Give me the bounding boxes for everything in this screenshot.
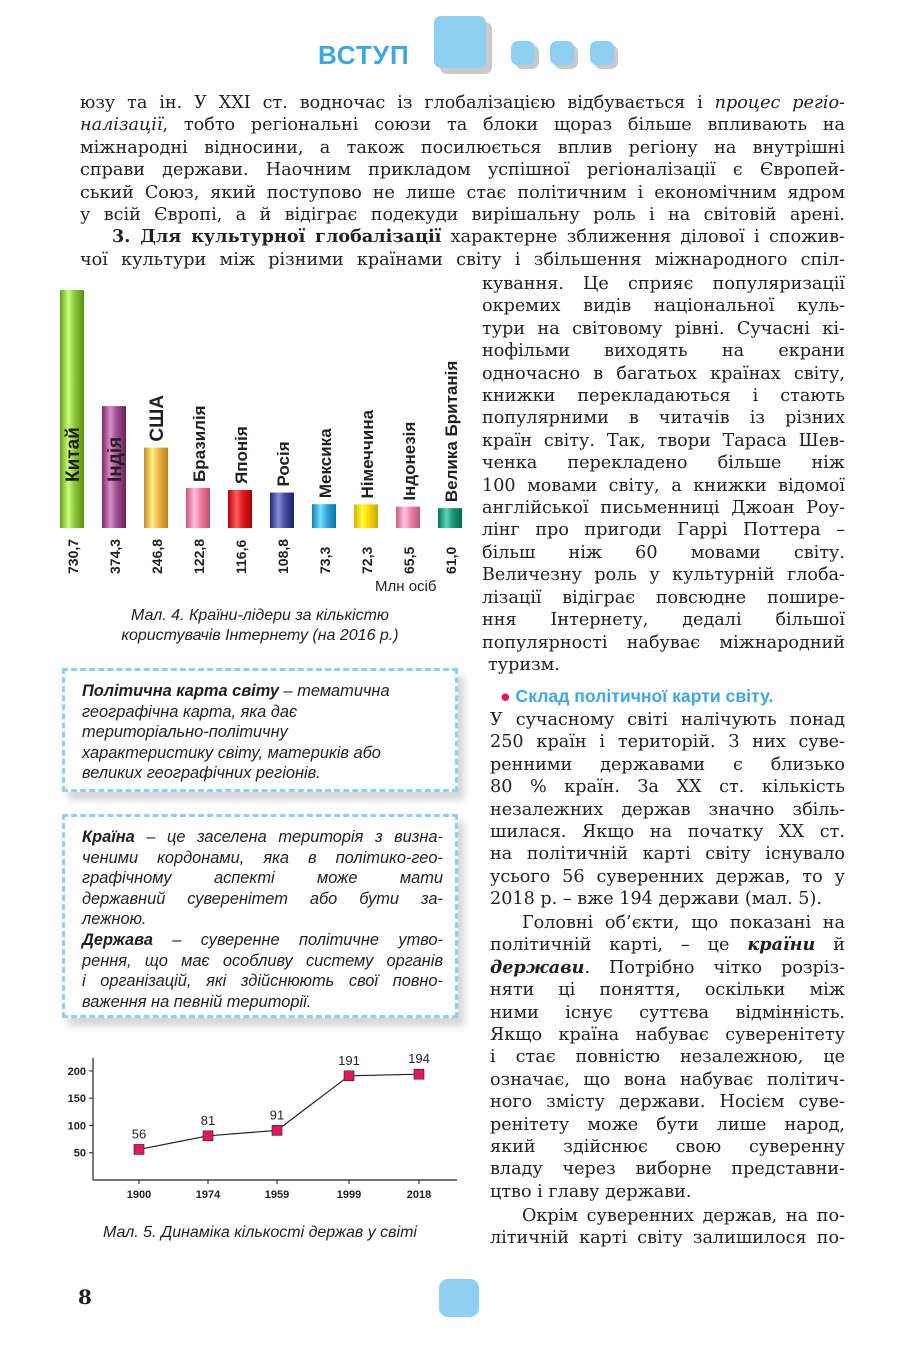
bar-label: Індія — [105, 436, 126, 482]
text-line: Окрім суверенних держав, на по- — [522, 1206, 845, 1226]
bullet-icon: ● — [500, 686, 511, 706]
text-line: на політичній карті світу існувало — [490, 844, 845, 865]
bar-label: Індонезія — [400, 421, 419, 501]
figure-4-caption: Мал. 4. Країни-лідери за кількістю користувачів Інтернету (на 2016 р.) — [121, 607, 399, 644]
text-line: владу через виборне представни- — [490, 1159, 845, 1180]
text-line: більш ніж 60 мовами світу. — [482, 542, 845, 563]
x-tick-label: 2018 — [406, 1189, 432, 1201]
text-line: книжки перекладаються і стають — [482, 386, 845, 407]
text-line: окремих видів національної куль- — [482, 296, 845, 317]
header-square — [550, 41, 574, 65]
text-line: лізації відіграє повсюдне пошире- — [482, 587, 845, 608]
text-line: ними існує суттєва відмінність. — [490, 1002, 845, 1023]
page-number: 8 — [78, 1285, 92, 1309]
bar-value-label: 65,5 — [401, 546, 417, 574]
body-text-political-map — [490, 709, 845, 911]
bar-value-label: 73,3 — [317, 546, 333, 574]
data-value-label: 191 — [338, 1052, 360, 1068]
figure-5-caption: Мал. 5. Динаміка кількості держав у світі — [103, 1224, 417, 1241]
header-square — [590, 41, 614, 65]
text-line: лінг про пригоди Гаррі Поттера – — [482, 520, 845, 541]
definition-box-political-map: Політична карта світу – тематична географічна карта, яка дає територіально-політичну характеристику світу, материків або великих географічних регіонів. — [62, 668, 458, 792]
y-tick-label: 150 — [67, 1093, 86, 1106]
text-line: няти ці поняття, оскільки між — [490, 980, 845, 1001]
bar-value-label: 730,7 — [65, 538, 81, 574]
text-line: тури на світовому рівні. Сучасні кі- — [482, 318, 845, 339]
data-point — [414, 1069, 424, 1079]
bar-label: Велика Британія — [442, 360, 461, 503]
bar-value-label: 246,8 — [149, 538, 165, 574]
text-line: ного змісту держави. Носієм суве- — [490, 1092, 845, 1113]
text-line: країн світу. Так, твори Тараса Шев- — [482, 430, 845, 451]
text-line: Величезну роль у культурній глоба- — [482, 565, 845, 586]
body-text-culture — [482, 273, 845, 676]
bar-label: Німеччина — [358, 409, 377, 499]
bar-label: США — [147, 395, 168, 442]
bar-label: Японія — [232, 426, 251, 485]
y-tick-label: 200 — [67, 1065, 86, 1078]
term-political-map: Політична карта світу — [82, 682, 279, 700]
body-text-top: юзу та ін. У XXI ст. водночас із глобалізацією відбувається і процес регіо- налізації, тобто регіональні союзи та блоки щораз більше впливають на міжнародні відносини, а також посилюється вплив регіону на внутрішні справи держави. Наочним прикладом успішної регіоналізації є Європей- ський Союз, який поступово не лише стає політичним і економічним ядром у всій Європі, а й відіграє подекуди вирішальну роль і на світовій арені. 3. Для культурної глобалізації характерне зближення ділової і спожив- чої культури між різними країнами світу і збільшення міжнародного спіл- — [80, 93, 845, 270]
data-value-label: 194 — [408, 1051, 430, 1067]
data-value-label: 81 — [200, 1112, 216, 1128]
definition-box-country-state: Країна – це заселена територія з визна- ченими кордонами, яка в політико-гео- графічному аспекті може мати державний суверенітет або бути за- лежною. Держава – суверенне політичне утво- рення, що має особливу систему органів і організацій, які здійснюють свої повно- важення на певній території. — [62, 814, 458, 1018]
header-square-large — [434, 16, 486, 68]
bar-Німеччина — [354, 504, 378, 528]
x-tick-label: 1974 — [195, 1189, 221, 1201]
text-line: нофільми виходять на екрани — [482, 341, 845, 362]
bar-Мексика — [312, 504, 336, 528]
text-line: 80 % країн. За XX ст. кількість — [490, 777, 845, 798]
data-point — [344, 1071, 354, 1081]
text-line: 2018 р. – вже 194 держави (мал. 5). — [490, 889, 822, 910]
internet-users-bar-chart — [55, 285, 465, 600]
bar-value-label: 61,0 — [443, 546, 459, 574]
x-tick-label: 1999 — [336, 1189, 362, 1201]
text-line: шилася. Якщо на початку XX ст. — [490, 822, 845, 843]
text-line: ченка перекладено більше ніж — [482, 453, 845, 474]
text-line: туризм. — [488, 654, 560, 675]
data-value-label: 91 — [269, 1107, 285, 1123]
bar-Велика Британія — [438, 508, 462, 528]
text-line: ренними державами є близько — [490, 754, 845, 775]
data-point — [203, 1131, 213, 1141]
bar-value-label: 108,8 — [275, 538, 291, 574]
text-line: літичній карті світу залишилося по- — [490, 1228, 845, 1249]
text-line: англійської письменниці Джоан Роу- — [482, 498, 845, 519]
unit-label: Млн осіб — [375, 578, 437, 595]
bar-label: Бразилія — [189, 405, 209, 483]
text-line: популярності набуває міжнародний — [482, 632, 845, 653]
y-tick-label: 50 — [73, 1147, 86, 1160]
bar-Японія — [228, 490, 252, 528]
term-state: Держава — [82, 930, 153, 949]
x-tick-label: 1900 — [126, 1189, 152, 1201]
text-line: означає, що вона набуває політич- — [490, 1069, 845, 1090]
bar-Бразилія — [186, 488, 210, 528]
bar-label: Китай — [63, 427, 84, 482]
data-point — [134, 1144, 144, 1154]
bar-Китай — [60, 290, 84, 528]
text-line: Якщо країна набуває суверенітету — [490, 1025, 845, 1046]
section-title: ВСТУП — [318, 40, 410, 70]
bar-label: Росія — [274, 441, 293, 487]
text-line: 100 мовами світу, а книжки відомої — [482, 475, 845, 496]
x-tick-label: 1959 — [264, 1189, 290, 1201]
text-line: ренітету може бути лише народ, — [490, 1114, 845, 1135]
bar-label: Мексика — [316, 428, 335, 499]
data-point — [272, 1125, 282, 1135]
text-line: який здійснює свою суверенну — [490, 1137, 845, 1158]
text-line: і стає повністю незалежною, це — [490, 1047, 845, 1068]
bar-Росія — [270, 493, 294, 528]
term-country: Країна — [82, 828, 135, 846]
text-line: одночасно в багатьох країнах світу, — [482, 363, 845, 384]
text-line: У сучасному світі налічують понад — [490, 710, 845, 730]
states-count-line-chart — [55, 1050, 465, 1210]
text-line: популярними в читачів із різних — [482, 408, 845, 429]
bar-value-label: 116,6 — [233, 539, 249, 574]
text-line: ння Інтернету, дедалі більшої — [482, 610, 845, 631]
section-heading: ● Склад політичної карти світу. — [500, 686, 774, 706]
body-text-country-state: Головні об’єкти, що показані на політичній карті, – це країни й держави. Потрібно чітко розріз- няти ці поняття, оскільки між ними існує суттєва відмінність. Якщо країна набуває суверенітету і стає повністю незалежною, це означає, що вона набуває політич- ного змісту держави. Носієм суве- ренітету може бути лише народ, який здійснює свою суверенну владу через виборне представни- цтво і главу держави. — [490, 913, 845, 1202]
text-line: цтво і главу держави. — [490, 1181, 692, 1202]
bar-value-label: 374,3 — [107, 538, 123, 574]
data-value-label: 56 — [131, 1126, 147, 1142]
text-line: кування. Це сприяє популяризації — [482, 274, 845, 294]
text-line: незалежних держав значно збіль- — [490, 799, 845, 820]
bar-Індонезія — [396, 507, 420, 528]
footer-square — [439, 1279, 479, 1317]
y-tick-label: 100 — [67, 1120, 86, 1133]
header-square — [511, 41, 535, 65]
bar-value-label: 72,3 — [359, 546, 375, 574]
bar-value-label: 122,8 — [191, 538, 207, 574]
text-line: 250 країн і територій. З них суве- — [490, 732, 845, 753]
body-text-remaining — [490, 1205, 845, 1250]
text-line: усього 56 суверенних держав, то у — [490, 866, 845, 887]
bar-США — [144, 448, 168, 528]
